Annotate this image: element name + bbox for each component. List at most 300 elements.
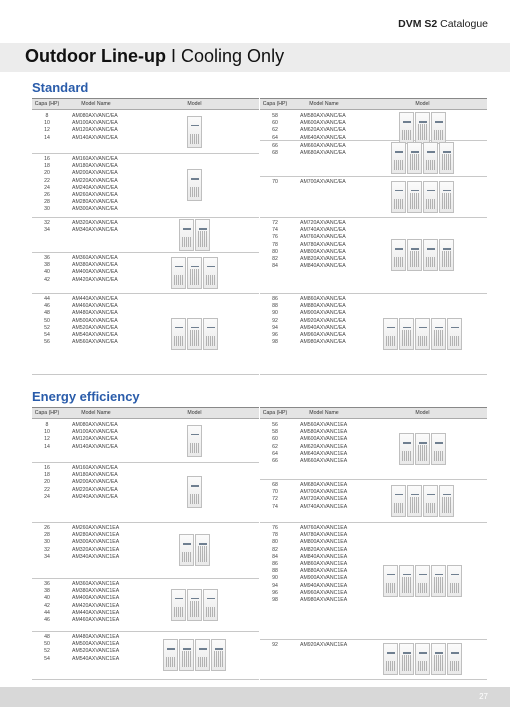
outdoor-unit-image bbox=[187, 116, 202, 148]
model-name-cell: AM080AXVANC/EA bbox=[72, 113, 118, 119]
capacity-cell: 74 bbox=[272, 503, 278, 510]
model-name-cell: AM620AXVANC1EA bbox=[300, 443, 348, 450]
capacity-cell: 8 bbox=[45, 113, 49, 119]
model-name-cell: AM240AXVANC/EA bbox=[72, 493, 118, 500]
model-name-cell: AM940AXVANC/EA bbox=[300, 324, 346, 331]
outdoor-unit-module bbox=[187, 169, 202, 201]
model-name-cell: AM200AXVANC/EA bbox=[72, 170, 118, 177]
table-header bbox=[260, 98, 487, 110]
outdoor-unit-module bbox=[171, 318, 186, 350]
table-row-group bbox=[260, 140, 487, 177]
capacity-cell: 64 bbox=[272, 450, 278, 457]
capacity-cell: 62 bbox=[272, 127, 278, 134]
model-name-cell: AM920AXVANC1EA bbox=[300, 642, 348, 648]
capacity-cell: 68 bbox=[272, 150, 278, 157]
outdoor-unit-module bbox=[447, 565, 462, 597]
model-name-cell: AM540AXVANC1EA bbox=[72, 655, 120, 662]
capacity-cell: 70 bbox=[272, 179, 278, 185]
capacity-cell: 50 bbox=[44, 641, 50, 648]
outdoor-unit-module bbox=[431, 433, 446, 465]
page-footer-bar bbox=[0, 687, 510, 707]
model-header: Model bbox=[415, 410, 430, 416]
capacity-cell: 68 bbox=[272, 482, 278, 488]
outdoor-unit-image bbox=[179, 219, 210, 251]
capacity-cell: 10 bbox=[44, 120, 50, 127]
capacity-cell: 66 bbox=[272, 457, 278, 464]
capacity-cell: 36 bbox=[44, 581, 50, 587]
capacity-cell: 82 bbox=[272, 546, 278, 553]
outdoor-unit-module bbox=[431, 565, 446, 597]
capacity-cell: 40 bbox=[44, 595, 50, 602]
capacity-cell: 38 bbox=[44, 262, 50, 269]
capacity-cell: 42 bbox=[44, 276, 50, 283]
model-name-cell: AM400AXVANC/EA bbox=[72, 269, 118, 276]
capacity-cell: 60 bbox=[272, 436, 278, 443]
model-name-cell: AM120AXVANC/EA bbox=[72, 436, 118, 443]
outdoor-unit-module bbox=[195, 639, 210, 671]
model-name-cell: AM960AXVANC/EA bbox=[300, 331, 346, 338]
model-name-header: Model Name bbox=[309, 410, 339, 416]
capacity-cell: 52 bbox=[44, 648, 50, 655]
capacity-cell: 64 bbox=[272, 134, 278, 141]
model-name-cell: AM380AXVANC1EA bbox=[72, 588, 120, 595]
model-name-cell: AM160AXVANC/EA bbox=[72, 156, 118, 162]
model-name-cell: AM580AXVANC1EA bbox=[300, 429, 348, 436]
capacity-cell: 44 bbox=[44, 609, 50, 616]
outdoor-unit-module bbox=[415, 433, 430, 465]
table-row-group bbox=[32, 522, 259, 579]
capacity-cell: 76 bbox=[272, 525, 278, 531]
outdoor-unit-module bbox=[423, 239, 438, 271]
model-name-cell: AM500AXVANC/EA bbox=[72, 317, 118, 324]
model-name-cell: AM600AXVANC1EA bbox=[300, 436, 348, 443]
model-name-cell: AM160AXVANC/EA bbox=[72, 465, 118, 471]
capacity-cell: 54 bbox=[44, 331, 50, 338]
capacity-cell: 62 bbox=[272, 443, 278, 450]
model-name-cell: AM800AXVANC/EA bbox=[300, 248, 346, 255]
table-right-half bbox=[260, 407, 487, 679]
table-left-half bbox=[32, 407, 259, 679]
standard-table bbox=[32, 98, 487, 374]
outdoor-unit-module bbox=[391, 181, 406, 213]
capacity-cell: 96 bbox=[272, 589, 278, 596]
model-name-cell: AM240AXVANC/EA bbox=[72, 184, 118, 191]
model-name-cell: AM700AXVANC/EA bbox=[300, 179, 346, 185]
outdoor-unit-image bbox=[391, 239, 454, 271]
capa-header: Capa (HP) bbox=[262, 410, 288, 416]
outdoor-unit-image bbox=[383, 565, 462, 597]
outdoor-unit-module bbox=[187, 116, 202, 148]
outdoor-unit-image bbox=[187, 425, 202, 457]
capacity-cell: 46 bbox=[44, 616, 50, 623]
model-name-cell: AM960AXVANC1EA bbox=[300, 589, 348, 596]
outdoor-unit-image bbox=[171, 589, 218, 621]
outdoor-unit-module bbox=[399, 643, 414, 675]
capacity-cell: 46 bbox=[44, 303, 50, 310]
outdoor-unit-image bbox=[383, 643, 462, 675]
outdoor-unit-module bbox=[407, 239, 422, 271]
table-row-group bbox=[260, 176, 487, 218]
outdoor-unit-module bbox=[187, 476, 202, 508]
model-name-cell: AM420AXVANC/EA bbox=[72, 276, 118, 283]
model-name-header: Model Name bbox=[81, 410, 111, 416]
capacity-cell: 16 bbox=[44, 465, 50, 471]
outdoor-unit-module bbox=[383, 565, 398, 597]
outdoor-unit-module bbox=[423, 485, 438, 517]
capacity-cell: 70 bbox=[272, 489, 278, 496]
capacity-cell: 34 bbox=[44, 227, 50, 234]
capacity-cell: 18 bbox=[44, 472, 50, 479]
model-name-cell: AM380AXVANC/EA bbox=[72, 262, 118, 269]
model-name-cell: AM740AXVANC/EA bbox=[300, 227, 346, 234]
capacity-cell: 80 bbox=[272, 248, 278, 255]
capacity-cell: 20 bbox=[44, 479, 50, 486]
model-name-cell: AM620AXVANC/EA bbox=[300, 127, 346, 134]
outdoor-unit-module bbox=[171, 257, 186, 289]
outdoor-unit-module bbox=[187, 589, 202, 621]
capacity-cell: 42 bbox=[44, 602, 50, 609]
capacity-cell: 56 bbox=[272, 422, 278, 428]
capacity-cell: 86 bbox=[272, 560, 278, 567]
capacity-cell: 24 bbox=[44, 184, 50, 191]
table-row-group bbox=[260, 479, 487, 523]
outdoor-unit-module bbox=[391, 142, 406, 174]
model-name-header: Model Name bbox=[81, 101, 111, 107]
table-row-group bbox=[32, 462, 259, 523]
outdoor-unit-image bbox=[171, 318, 218, 350]
capacity-cell: 22 bbox=[44, 486, 50, 493]
model-name-cell: AM100AXVANC/EA bbox=[72, 429, 118, 436]
model-name-cell: AM260AXVANC/EA bbox=[72, 191, 118, 198]
table-row-group bbox=[260, 639, 487, 680]
capacity-cell: 14 bbox=[44, 134, 50, 141]
capacity-cell: 26 bbox=[44, 191, 50, 198]
table-row-group bbox=[260, 217, 487, 294]
capacity-cell: 74 bbox=[272, 227, 278, 234]
page-number: 27 bbox=[479, 692, 488, 701]
section-title-standard: Standard bbox=[32, 80, 89, 95]
model-name-cell: AM200AXVANC/EA bbox=[72, 479, 118, 486]
capacity-cell: 58 bbox=[272, 113, 278, 119]
model-name-cell: AM880AXVANC/EA bbox=[300, 303, 346, 310]
outdoor-unit-module bbox=[383, 318, 398, 350]
outdoor-unit-image bbox=[163, 639, 226, 671]
capacity-cell: 76 bbox=[272, 234, 278, 241]
outdoor-unit-module bbox=[163, 639, 178, 671]
model-name-cell: AM180AXVANC/EA bbox=[72, 163, 118, 170]
model-name-cell: AM660AXVANC/EA bbox=[300, 143, 346, 149]
outdoor-unit-module bbox=[187, 257, 202, 289]
title-bar bbox=[0, 43, 510, 72]
model-name-cell: AM880AXVANC1EA bbox=[300, 568, 348, 575]
outdoor-unit-module bbox=[439, 181, 454, 213]
model-name-cell: AM300AXVANC/EA bbox=[72, 206, 118, 213]
page-title bbox=[25, 46, 284, 67]
model-name-cell: AM460AXVANC/EA bbox=[72, 303, 118, 310]
section-title-energy-efficiency: Energy efficiency bbox=[32, 389, 140, 404]
outdoor-unit-image bbox=[179, 534, 210, 566]
model-name-cell: AM680AXVANC/EA bbox=[300, 150, 346, 157]
outdoor-unit-module bbox=[447, 318, 462, 350]
outdoor-unit-module bbox=[179, 534, 194, 566]
table-row-group bbox=[32, 217, 259, 253]
model-name-cell: AM280AXVANC1EA bbox=[72, 532, 120, 539]
outdoor-unit-module bbox=[439, 485, 454, 517]
table-row-group bbox=[32, 153, 259, 218]
capacity-cell: 60 bbox=[272, 120, 278, 127]
model-name-cell: AM400AXVANC1EA bbox=[72, 595, 120, 602]
capacity-cell: 72 bbox=[272, 220, 278, 226]
energy-efficiency-table bbox=[32, 407, 487, 679]
model-name-cell: AM140AXVANC/EA bbox=[72, 443, 118, 450]
capacity-cell: 30 bbox=[44, 206, 50, 213]
model-name-cell: AM580AXVANC/EA bbox=[300, 113, 346, 119]
capacity-cell: 90 bbox=[272, 310, 278, 317]
outdoor-unit-image bbox=[399, 433, 446, 465]
outdoor-unit-module bbox=[187, 318, 202, 350]
outdoor-unit-module bbox=[211, 639, 226, 671]
capacity-cell: 20 bbox=[44, 170, 50, 177]
model-name-cell: AM900AXVANC1EA bbox=[300, 575, 348, 582]
capacity-cell: 92 bbox=[272, 642, 278, 648]
outdoor-unit-module bbox=[203, 318, 218, 350]
capacity-cell: 94 bbox=[272, 324, 278, 331]
capa-header: Capa (HP) bbox=[34, 410, 60, 416]
capacity-cell: 82 bbox=[272, 255, 278, 262]
table-left-half bbox=[32, 98, 259, 374]
capacity-cell: 34 bbox=[44, 553, 50, 560]
model-name-cell: AM420AXVANC1EA bbox=[72, 602, 120, 609]
model-name-cell: AM980AXVANC/EA bbox=[300, 339, 346, 346]
model-name-cell: AM320AXVANC1EA bbox=[72, 546, 120, 553]
table-row-group bbox=[32, 631, 259, 680]
table-row-group bbox=[32, 252, 259, 294]
capacity-cell: 8 bbox=[45, 422, 49, 428]
model-name-cell: AM100AXVANC/EA bbox=[72, 120, 118, 127]
capacity-cell: 72 bbox=[272, 496, 278, 503]
model-name-cell: AM840AXVANC/EA bbox=[300, 263, 346, 270]
model-name-cell: AM780AXVANC1EA bbox=[300, 532, 348, 539]
outdoor-unit-image bbox=[171, 257, 218, 289]
capacity-cell: 10 bbox=[44, 429, 50, 436]
model-name-cell: AM500AXVANC1EA bbox=[72, 641, 120, 648]
outdoor-unit-module bbox=[407, 142, 422, 174]
model-header: Model bbox=[187, 410, 202, 416]
model-name-cell: AM760AXVANC1EA bbox=[300, 525, 348, 531]
model-name-cell: AM820AXVANC/EA bbox=[300, 255, 346, 262]
model-name-cell: AM480AXVANC1EA bbox=[72, 634, 120, 640]
outdoor-unit-module bbox=[407, 485, 422, 517]
model-name-cell: AM560AXVANC1EA bbox=[300, 422, 348, 428]
model-name-cell: AM980AXVANC1EA bbox=[300, 596, 348, 603]
model-name-cell: AM780AXVANC/EA bbox=[300, 241, 346, 248]
model-name-cell: AM560AXVANC/EA bbox=[72, 339, 118, 346]
capacity-cell: 96 bbox=[272, 331, 278, 338]
capacity-cell: 28 bbox=[44, 532, 50, 539]
capacity-cell: 78 bbox=[272, 241, 278, 248]
table-right-half bbox=[260, 98, 487, 374]
capacity-cell: 98 bbox=[272, 339, 278, 346]
table-header bbox=[32, 98, 259, 110]
model-name-cell: AM640AXVANC1EA bbox=[300, 450, 348, 457]
model-name-cell: AM260AXVANC1EA bbox=[72, 525, 120, 531]
outdoor-unit-module bbox=[203, 257, 218, 289]
capacity-cell: 86 bbox=[272, 296, 278, 302]
capa-header: Capa (HP) bbox=[262, 101, 288, 107]
outdoor-unit-module bbox=[423, 181, 438, 213]
title-light: Cooling Only bbox=[181, 46, 285, 66]
outdoor-unit-module bbox=[399, 433, 414, 465]
table-row-group bbox=[260, 522, 487, 640]
capacity-cell: 84 bbox=[272, 553, 278, 560]
capacity-cell: 48 bbox=[44, 310, 50, 317]
model-name-cell: AM360AXVANC1EA bbox=[72, 581, 120, 587]
catalogue-label: Catalogue bbox=[440, 18, 488, 30]
capacity-cell: 36 bbox=[44, 255, 50, 261]
model-name-cell: AM460AXVANC1EA bbox=[72, 616, 120, 623]
outdoor-unit-module bbox=[179, 639, 194, 671]
capacity-cell: 28 bbox=[44, 199, 50, 206]
capacity-cell: 94 bbox=[272, 582, 278, 589]
model-name-cell: AM700AXVANC1EA bbox=[300, 489, 348, 496]
model-name-cell: AM640AXVANC/EA bbox=[300, 134, 346, 141]
model-name-cell: AM800AXVANC1EA bbox=[300, 539, 348, 546]
capacity-cell: 38 bbox=[44, 588, 50, 595]
table-row-group bbox=[260, 419, 487, 480]
capacity-cell: 84 bbox=[272, 263, 278, 270]
outdoor-unit-module bbox=[415, 643, 430, 675]
model-name-cell: AM760AXVANC/EA bbox=[300, 234, 346, 241]
outdoor-unit-module bbox=[423, 142, 438, 174]
model-name-cell: AM140AXVANC/EA bbox=[72, 134, 118, 141]
model-name-header: Model Name bbox=[309, 101, 339, 107]
capacity-cell: 52 bbox=[44, 324, 50, 331]
capacity-cell: 32 bbox=[44, 220, 50, 226]
model-name-cell: AM860AXVANC1EA bbox=[300, 560, 348, 567]
capacity-cell: 88 bbox=[272, 568, 278, 575]
model-name-cell: AM180AXVANC/EA bbox=[72, 472, 118, 479]
title-separator: I bbox=[170, 46, 176, 66]
table-row-group bbox=[32, 293, 259, 375]
outdoor-unit-module bbox=[391, 485, 406, 517]
model-name-cell: AM280AXVANC/EA bbox=[72, 199, 118, 206]
outdoor-unit-module bbox=[439, 239, 454, 271]
model-name-cell: AM860AXVANC/EA bbox=[300, 296, 346, 302]
outdoor-unit-image bbox=[383, 318, 462, 350]
capa-header: Capa (HP) bbox=[34, 101, 60, 107]
brand-label: DVM S2 bbox=[398, 18, 438, 30]
model-name-cell: AM440AXVANC1EA bbox=[72, 609, 120, 616]
capacity-cell: 40 bbox=[44, 269, 50, 276]
outdoor-unit-image bbox=[391, 181, 454, 213]
model-name-cell: AM220AXVANC/EA bbox=[72, 486, 118, 493]
table-row-group bbox=[32, 578, 259, 632]
capacity-cell: 50 bbox=[44, 317, 50, 324]
outdoor-unit-image bbox=[187, 169, 202, 201]
model-name-cell: AM520AXVANC/EA bbox=[72, 324, 118, 331]
model-name-cell: AM440AXVANC/EA bbox=[72, 296, 118, 302]
model-header: Model bbox=[187, 101, 202, 107]
model-name-cell: AM820AXVANC1EA bbox=[300, 546, 348, 553]
capacity-cell: 90 bbox=[272, 575, 278, 582]
capacity-cell: 44 bbox=[44, 296, 50, 302]
outdoor-unit-module bbox=[187, 425, 202, 457]
outdoor-unit-image bbox=[187, 476, 202, 508]
model-name-cell: AM720AXVANC/EA bbox=[300, 220, 346, 226]
outdoor-unit-module bbox=[439, 142, 454, 174]
capacity-cell: 30 bbox=[44, 539, 50, 546]
capacity-cell: 22 bbox=[44, 177, 50, 184]
table-header bbox=[260, 407, 487, 419]
outdoor-unit-module bbox=[171, 589, 186, 621]
model-name-cell: AM600AXVANC/EA bbox=[300, 120, 346, 127]
model-name-cell: AM120AXVANC/EA bbox=[72, 127, 118, 134]
capacity-cell: 98 bbox=[272, 596, 278, 603]
table-row-group bbox=[260, 110, 487, 141]
outdoor-unit-module bbox=[415, 565, 430, 597]
model-name-cell: AM660AXVANC1EA bbox=[300, 457, 348, 464]
model-name-cell: AM340AXVANC/EA bbox=[72, 227, 118, 234]
outdoor-unit-module bbox=[415, 318, 430, 350]
capacity-cell: 56 bbox=[44, 339, 50, 346]
outdoor-unit-image bbox=[391, 485, 454, 517]
outdoor-unit-module bbox=[383, 643, 398, 675]
capacity-cell: 24 bbox=[44, 493, 50, 500]
table-row-group bbox=[32, 110, 259, 154]
model-name-cell: AM080AXVANC/EA bbox=[72, 422, 118, 428]
model-name-cell: AM940AXVANC1EA bbox=[300, 582, 348, 589]
table-row-group bbox=[260, 293, 487, 375]
title-bold: Outdoor Line-up bbox=[25, 46, 166, 66]
outdoor-unit-module bbox=[407, 181, 422, 213]
model-name-cell: AM300AXVANC1EA bbox=[72, 539, 120, 546]
capacity-cell: 92 bbox=[272, 317, 278, 324]
model-name-cell: AM720AXVANC1EA bbox=[300, 496, 348, 503]
capacity-cell: 12 bbox=[44, 127, 50, 134]
capacity-cell: 66 bbox=[272, 143, 278, 149]
capacity-cell: 48 bbox=[44, 634, 50, 640]
table-row-group bbox=[32, 419, 259, 463]
model-header: Model bbox=[415, 101, 430, 107]
model-name-cell: AM360AXVANC/EA bbox=[72, 255, 118, 261]
capacity-cell: 16 bbox=[44, 156, 50, 162]
outdoor-unit-module bbox=[203, 589, 218, 621]
capacity-cell: 78 bbox=[272, 532, 278, 539]
outdoor-unit-module bbox=[399, 565, 414, 597]
model-name-cell: AM340AXVANC1EA bbox=[72, 553, 120, 560]
model-name-cell: AM220AXVANC/EA bbox=[72, 177, 118, 184]
capacity-cell: 88 bbox=[272, 303, 278, 310]
model-name-cell: AM520AXVANC1EA bbox=[72, 648, 120, 655]
capacity-cell: 80 bbox=[272, 539, 278, 546]
capacity-cell: 54 bbox=[44, 655, 50, 662]
model-name-cell: AM320AXVANC/EA bbox=[72, 220, 118, 226]
capacity-cell: 32 bbox=[44, 546, 50, 553]
outdoor-unit-image bbox=[391, 142, 454, 174]
outdoor-unit-module bbox=[195, 219, 210, 251]
outdoor-unit-module bbox=[447, 643, 462, 675]
capacity-cell: 26 bbox=[44, 525, 50, 531]
capacity-cell: 58 bbox=[272, 429, 278, 436]
outdoor-unit-module bbox=[399, 318, 414, 350]
capacity-cell: 18 bbox=[44, 163, 50, 170]
outdoor-unit-module bbox=[431, 318, 446, 350]
model-name-cell: AM900AXVANC/EA bbox=[300, 310, 346, 317]
model-name-cell: AM840AXVANC1EA bbox=[300, 553, 348, 560]
model-name-cell: AM480AXVANC/EA bbox=[72, 310, 118, 317]
capacity-cell: 12 bbox=[44, 436, 50, 443]
capacity-cell: 14 bbox=[44, 443, 50, 450]
